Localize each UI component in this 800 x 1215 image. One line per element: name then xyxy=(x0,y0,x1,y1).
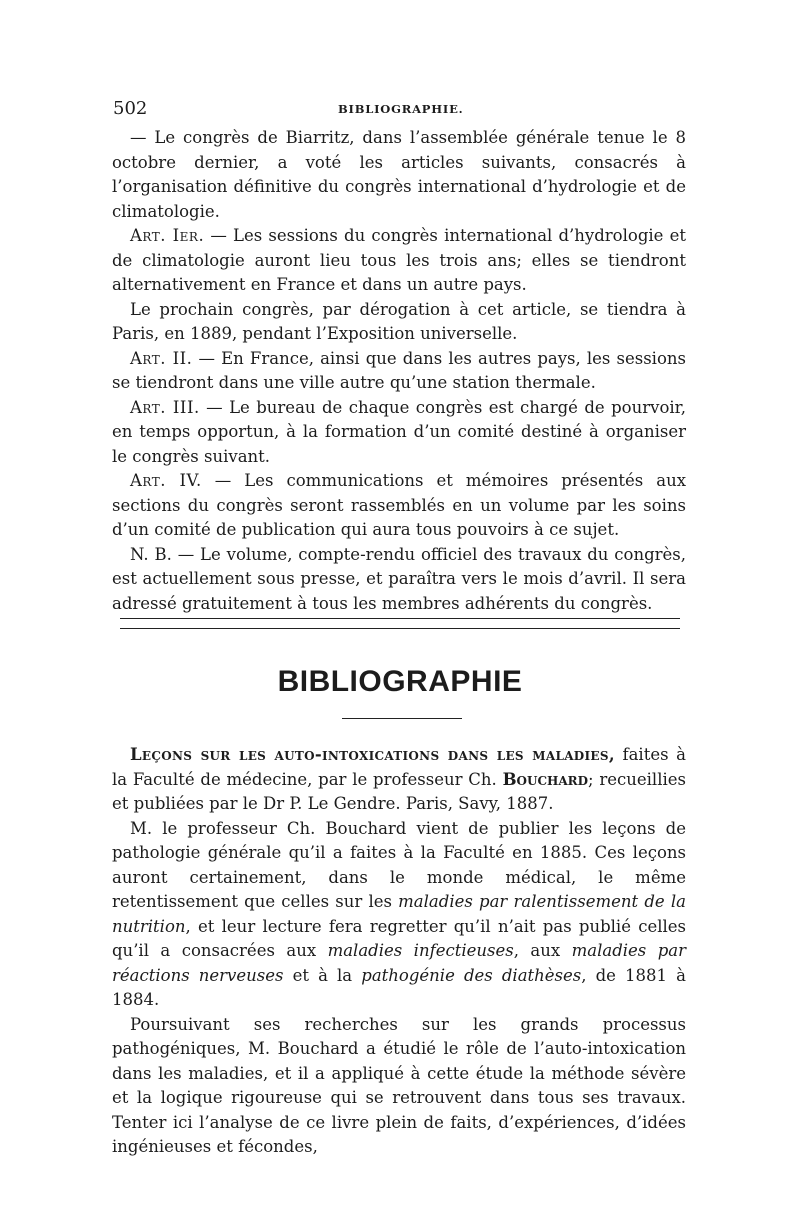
review-text: , de 1881 à 1884. xyxy=(112,965,686,1009)
entry-text: faites à la Faculté de médecine, par le professeur Ch. xyxy=(112,745,686,789)
article-label: Art. II. xyxy=(130,348,193,368)
review-italic: maladies par réactions nerveuses xyxy=(112,941,686,985)
review-text: M. le professeur Ch. Bouchard vient de publier les leçons de pathologie générale qu’il a faites à la Faculté en 1885. Ces leçons auront certainement, dans le monde médical, le même retentissement que celles sur les xyxy=(112,818,686,911)
nb-label: N. B. xyxy=(130,544,172,564)
article-3 xyxy=(112,396,686,470)
review-italic: pathogénie des diathèses xyxy=(361,965,582,985)
book-title: Leçons sur les auto-intoxications dans les maladies, xyxy=(130,745,615,764)
article-text: — Les sessions du congrès international d’hydrologie et de climatologie auront lieu tous les trois ans; elles se tiendront alternativement en France et dans un autre pays. xyxy=(112,226,686,294)
page-header xyxy=(110,98,690,124)
review-italic: maladies infectieuses xyxy=(327,941,514,960)
review-paragraph-2: Poursuivant ses recherches sur les grands processus pathogéniques, M. Bouchard a étudié le rôle de l’auto-intoxication dans les maladies, et il a appliqué à cette étude la méthode sévère et la logique rigoureuse qui se retrouvent dans tous ses travaux. Tenter ici l’analyse de ce livre plein de faits, d’expériences, d’idées ingénieuses et fécondes, xyxy=(112,1014,686,1156)
heading-underline xyxy=(342,718,462,719)
section-divider-top xyxy=(120,618,680,619)
article-text: — En France, ainsi que dans les autres pays, les sessions se tiendront dans une ville autre qu’une station thermale. xyxy=(112,348,686,392)
review-paragraph-1 xyxy=(112,817,686,1013)
running-title: BIBLIOGRAPHIE. xyxy=(338,102,464,116)
nb-text: — Le volume, compte-rendu officiel des travaux du congrès, est actuellement sous presse, et paraîtra vers le mois d’avril. Il sera adressé gratuitement à tous les membres adhérents du congrès. xyxy=(112,544,686,613)
nota-bene xyxy=(112,543,686,617)
entry-text: ; recueillies et publiées par le Dr P. Le Gendre. Paris, Savy, 1887. xyxy=(112,769,686,813)
article-text: — Les communications et mémoires présentés aux sections du congrès seront rassemblés en un volume par les soins d’un comité de publication qui aura tous pouvoirs à ce sujet. xyxy=(112,471,687,539)
author-name: Bouchard xyxy=(502,769,589,789)
review-text: , et leur lecture fera regretter qu’il n’ait pas publié celles qu’il a consacrées aux xyxy=(112,916,686,960)
article-2 xyxy=(112,347,686,396)
review-italic: maladies par ralentissement de la nutrition xyxy=(112,892,686,936)
congress-resolutions xyxy=(112,126,686,616)
review-text: , aux xyxy=(513,941,572,960)
article-1 xyxy=(112,224,686,298)
book-entry xyxy=(112,743,686,817)
review-text: et à la xyxy=(283,965,362,985)
bibliography-section xyxy=(112,743,686,1160)
next-congress-paragraph: Le prochain congrès, par dérogation à cet article, se tiendra à Paris, en 1889, pendant l’Exposition universelle. xyxy=(112,299,686,343)
page-number: 502 xyxy=(113,98,148,119)
article-text: — Le bureau de chaque congrès est chargé de pourvoir, en temps opportun, à la formation d’un comité destiné à organiser le congrès suivant. xyxy=(112,397,686,466)
article-label: Art. Ier. xyxy=(130,226,205,245)
article-label: Art. III. xyxy=(130,397,200,417)
article-4 xyxy=(112,469,686,543)
section-divider-bottom xyxy=(120,628,680,629)
intro-paragraph: — Le congrès de Biarritz, dans l’assemblée générale tenue le 8 octobre dernier, a voté les articles suivants, consacrés à l’organisation définitive du congrès international d’hydrologie et de climatologie. xyxy=(112,128,686,221)
bibliography-heading: BIBLIOGRAPHIE xyxy=(277,665,523,698)
article-label: Art. IV. xyxy=(130,471,202,490)
